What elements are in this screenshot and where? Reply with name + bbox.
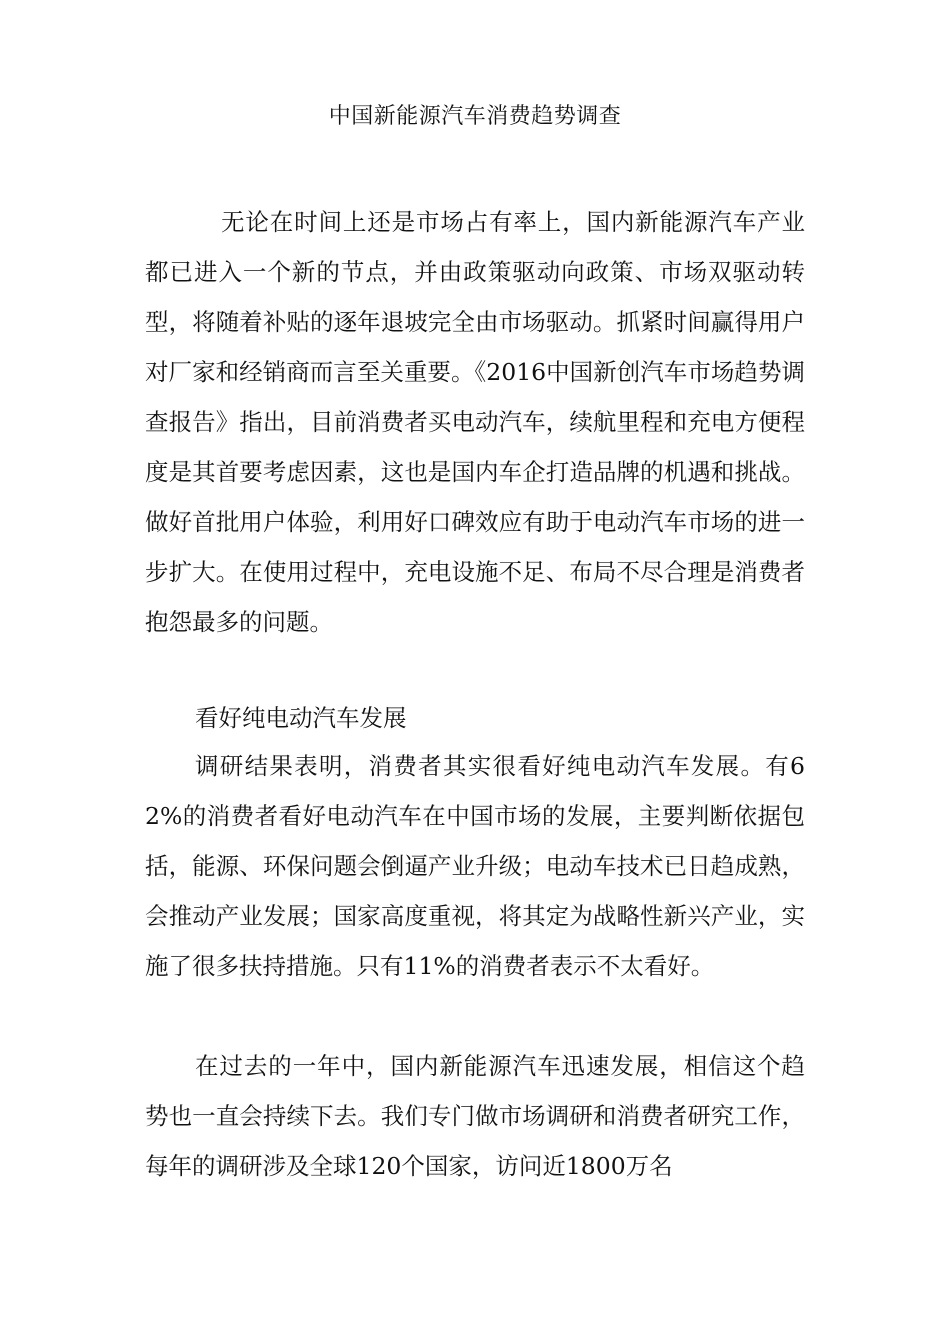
section-subheading: 看好纯电动汽车发展 [195,704,407,732]
document-title: 中国新能源汽车消费趋势调查 [328,104,622,129]
paragraph-trend [145,1041,805,1191]
paragraph-intro [145,197,805,647]
paragraph-text: 调研结果表明，消费者其实很看好纯电动汽车发展。有62%的消费者看好电动汽车在中国市场的发展，主要判断依据包括，能源、环保问题会倒逼产业升级；电动车技术已日趋成熟，会推动产业发展；国家高度重视，将其定为战略性新兴产业，实施了很多扶持措施。只有11%的消费者表示不太看好。 [145,752,805,980]
paragraph-text: 在过去的一年中，国内新能源汽车迅速发展，相信这个趋势也一直会持续下去。我们专门做市场调研和消费者研究工作，每年的调研涉及全球120个国家，访问近1800万名 [145,1052,805,1180]
paragraph-text: 无论在时间上还是市场占有率上，国内新能源汽车产业都已进入一个新的节点，并由政策驱动向政策、市场双驱动转型，将随着补贴的逐年退坡完全由市场驱动。抓紧时间赢得用户对厂家和经销商而言至关重要。《2016中国新创汽车市场趋势调查报告》指出，目前消费者买电动汽车，续航里程和充电方便程度是其首要考虑因素，这也是国内车企打造品牌的机遇和挑战。做好首批用户体验，利用好口碑效应有助于电动汽车市场的进一步扩大。在使用过程中，充电设施不足、布局不尽合理是消费者抱怨最多的问题。 [145,208,805,636]
paragraph-survey-results [145,741,805,991]
